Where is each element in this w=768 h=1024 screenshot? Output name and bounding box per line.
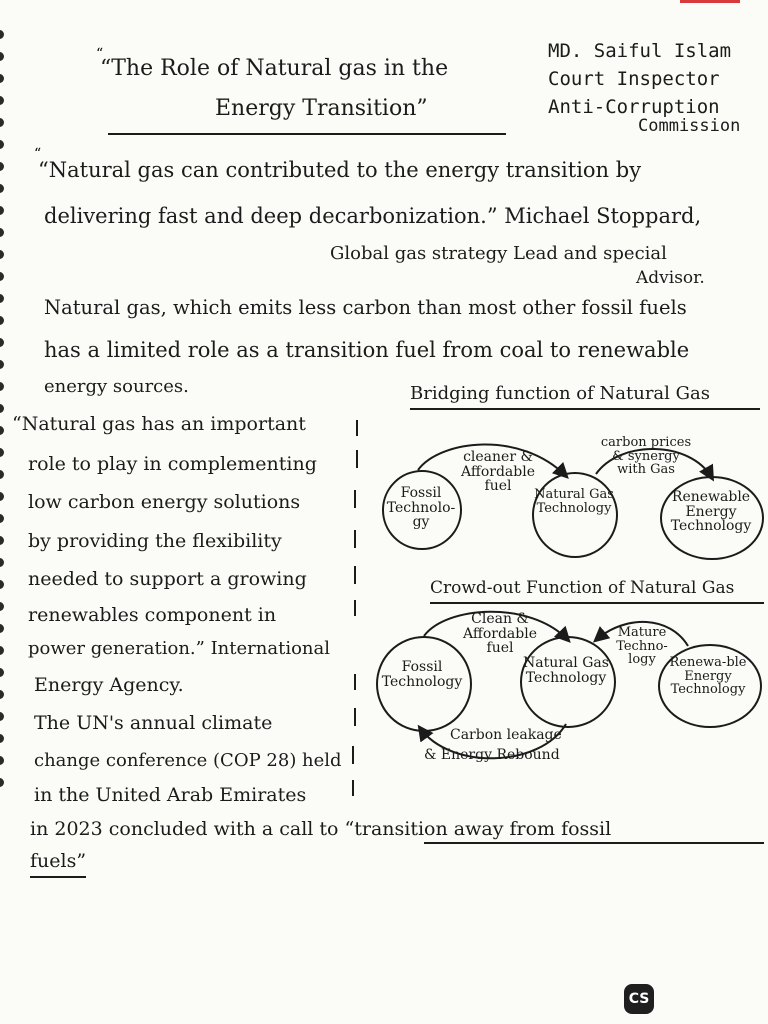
para2-line-2: change conference (COP 28) held (34, 750, 342, 771)
crowdout-arrow3-label-1: Carbon leakage (450, 727, 562, 743)
para2-line-5: fuels” (30, 850, 87, 872)
quote2-line-8: Energy Agency. (34, 674, 184, 696)
bridging-fossil-label: Fossil Technolo-gy (386, 485, 456, 531)
crowdout-arrow-renewable-to-gas (596, 622, 688, 646)
quote1-line-1: “Natural gas can contributed to the energy transition by (38, 158, 642, 182)
crowdout-fossil-label: Fossil Technology (381, 659, 463, 690)
quote2-line-3: low carbon energy solutions (28, 491, 301, 513)
bridging-heading: Bridging function of Natural Gas (410, 383, 710, 404)
crowdout-renewable-label: Renewa-ble Energy Technology (669, 655, 747, 698)
author-role: Court Inspector (548, 68, 720, 90)
crowdout-arrow3-label-2: & Energy Rebound (424, 747, 560, 763)
crowdout-arrow2-label: Mature Techno-logy (616, 625, 668, 668)
title-line-1: “The Role of Natural gas in the (100, 56, 449, 81)
para1-line-3: energy sources. (44, 376, 189, 397)
crowdout-arrow-gas-to-fossil (420, 724, 566, 758)
crowdout-heading: Crowd-out Function of Natural Gas (430, 578, 735, 598)
camscanner-logo-icon: CS (624, 984, 654, 1014)
para1-line-1: Natural gas, which emits less carbon than most other fossil fuels (44, 296, 687, 319)
title-open-quote: “ (96, 46, 104, 62)
author-name: MD. Saiful Islam (548, 40, 732, 62)
quote2-line-6: renewables component in (28, 604, 277, 626)
para2-line-1: The UN's annual climate (34, 712, 273, 734)
crowdout-gas-label: Natural Gas Technology (523, 655, 609, 686)
para1-line-2: has a limited role as a transition fuel from coal to renewable (44, 338, 690, 362)
crowdout-arrow-fossil-to-gas (424, 612, 568, 640)
bridging-arrow1-label: cleaner & Affordable fuel (461, 449, 535, 495)
para2-line-4: in 2023 concluded with a call to “transition away from fossil (30, 818, 612, 840)
author-org-line-1: Anti-Corruption (548, 96, 720, 118)
quote1-line-4: Advisor. (636, 268, 705, 288)
bridging-arrow-gas-to-renewable (596, 449, 712, 478)
quote2-line-5: needed to support a growing (28, 568, 307, 590)
crowdout-arrow1-label: Clean & Affordable fuel (463, 611, 537, 657)
quote1-line-3: Global gas strategy Lead and special (330, 243, 667, 264)
quote2-line-7: power generation.” International (28, 638, 330, 659)
bridging-arrow2-label: carbon prices & synergy with Gas (600, 435, 692, 478)
bridging-renewable-label: Renewable Energy Technology (670, 489, 752, 535)
quote2-line-4: by providing the flexibility (28, 530, 282, 552)
quote2-line-1: “Natural gas has an important (12, 413, 306, 435)
title-line-2: Energy Transition” (215, 96, 428, 121)
quote1-open-quote: “ (34, 146, 42, 162)
quote1-line-2: delivering fast and deep decarbonization.” Michael Stoppard, (44, 204, 702, 228)
author-org-line-2: Commission (638, 116, 741, 136)
para2-line-3: in the United Arab Emirates (34, 784, 307, 806)
bridging-gas-label: Natural Gas Technology (534, 487, 614, 516)
bridging-arrow-fossil-to-gas (418, 444, 566, 476)
quote2-line-2: role to play in complementing (28, 453, 317, 475)
